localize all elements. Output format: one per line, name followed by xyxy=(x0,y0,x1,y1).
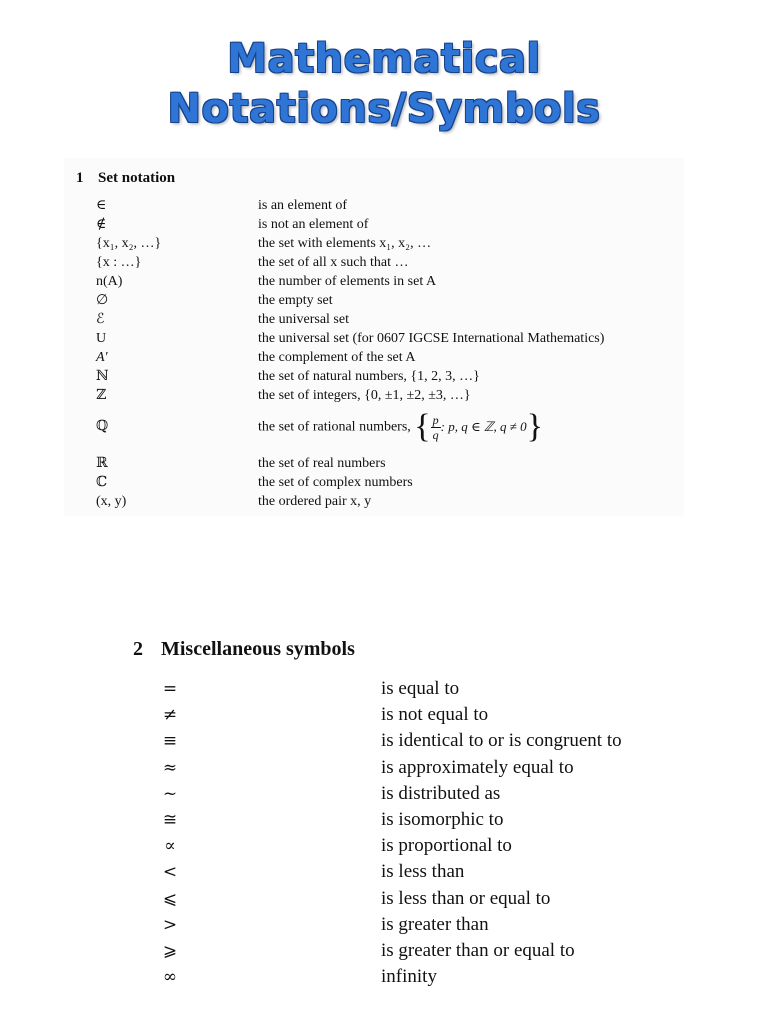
meaning-cell: the universal set (for 0607 IGCSE International Mathematics) xyxy=(258,331,605,346)
table-row xyxy=(64,215,684,234)
meaning-cell: the set of real numbers xyxy=(258,456,386,471)
table-row xyxy=(64,310,684,329)
symbol-cell: n(A) xyxy=(96,274,123,289)
symbol-cell: U xyxy=(96,331,107,346)
symbol-cell: > xyxy=(162,915,178,935)
table-row xyxy=(64,492,684,511)
table-row xyxy=(118,912,686,938)
table-row xyxy=(118,886,686,912)
section-title: Set notation xyxy=(98,170,176,186)
symbol-cell: < xyxy=(162,862,178,882)
meaning-cell: is proportional to xyxy=(381,835,512,856)
symbol-cell: ℝ xyxy=(96,456,108,471)
symbol-cell: ≠ xyxy=(162,705,178,725)
meaning-cell: is equal to xyxy=(381,678,460,699)
symbol-cell: {x₁, x₂, …} xyxy=(96,236,162,251)
symbol-cell: ∞ xyxy=(162,967,178,987)
meaning-cell: the set of integers, {0, ±1, ±2, ±3, …} xyxy=(258,388,471,403)
symbol-cell: ⩽ xyxy=(162,889,178,909)
symbol-cell: ℚ xyxy=(96,419,109,434)
set-notation-section xyxy=(64,158,684,516)
symbol-cell: ≡ xyxy=(162,731,178,751)
table-row xyxy=(118,781,686,807)
meaning-cell: the set of natural numbers, {1, 2, 3, …} xyxy=(258,369,480,384)
table-row xyxy=(118,964,686,990)
symbol-cell: A′ xyxy=(96,350,108,365)
table-row xyxy=(118,938,686,964)
meaning-cell: the universal set xyxy=(258,312,349,327)
meaning-cell: the set of complex numbers xyxy=(258,475,413,490)
table-row xyxy=(64,348,684,367)
meaning-text: the set of rational numbers, xyxy=(258,419,411,435)
symbol-cell: ℕ xyxy=(96,369,109,384)
symbol-cell: {x : …} xyxy=(96,255,142,270)
meaning-cell xyxy=(258,409,543,445)
table-row xyxy=(118,859,686,885)
meaning-cell: is distributed as xyxy=(381,783,501,804)
meaning-cell: is isomorphic to xyxy=(381,809,504,830)
meaning-cell: the ordered pair x, y xyxy=(258,494,372,509)
meaning-cell: is less than or equal to xyxy=(381,888,551,909)
set-condition: : p, q ∈ ℤ, q ≠ 0 xyxy=(440,419,527,434)
table-row xyxy=(64,291,684,310)
table-row xyxy=(118,676,686,702)
meaning-cell: is less than xyxy=(381,861,465,882)
table-row xyxy=(64,196,684,215)
section-title: Miscellaneous symbols xyxy=(161,638,355,660)
symbol-cell: ℤ xyxy=(96,388,107,403)
table-row xyxy=(64,329,684,348)
section-heading xyxy=(76,170,175,187)
meaning-cell: infinity xyxy=(381,966,437,987)
symbol-cell: ∉ xyxy=(96,217,107,232)
symbol-cell: ∝ xyxy=(164,836,176,856)
meaning-cell: is greater than or equal to xyxy=(381,940,575,961)
table-row xyxy=(64,409,684,445)
table-row xyxy=(118,807,686,833)
meaning-cell: is approximately equal to xyxy=(381,757,574,778)
miscellaneous-symbols-section xyxy=(118,628,686,998)
meaning-cell: the set with elements x₁, x₂, … xyxy=(258,236,432,251)
symbol-cell: ⩾ xyxy=(162,941,178,961)
symbol-cell: (x, y) xyxy=(96,494,127,509)
table-row xyxy=(64,473,684,492)
right-brace-icon: } xyxy=(526,408,543,445)
meaning-cell: is greater than xyxy=(381,914,489,935)
table-row xyxy=(64,386,684,405)
table-row xyxy=(64,253,684,272)
table-row xyxy=(64,234,684,253)
symbol-cell: ≅ xyxy=(162,810,178,830)
section-number: 1 xyxy=(76,170,84,186)
symbol-cell: ∈ xyxy=(96,198,107,213)
table-row xyxy=(118,702,686,728)
title-line-2: Notations/Symbols xyxy=(167,86,601,132)
meaning-cell: is an element of xyxy=(258,198,348,213)
fraction xyxy=(431,413,441,442)
meaning-cell: is not equal to xyxy=(381,704,489,725)
table-row xyxy=(118,755,686,781)
table-row xyxy=(118,728,686,754)
symbol-cell: ℂ xyxy=(96,475,108,490)
symbol-cell: ~ xyxy=(162,784,178,804)
title-line-1: Mathematical xyxy=(227,36,541,82)
fraction-denominator: q xyxy=(432,427,439,442)
symbol-cell: ∅ xyxy=(96,293,109,308)
symbol-cell: = xyxy=(162,679,178,699)
symbol-cell: ≈ xyxy=(162,758,178,778)
table-row xyxy=(64,367,684,386)
left-brace-icon: { xyxy=(414,408,431,445)
section-heading xyxy=(133,638,355,661)
meaning-cell: is identical to or is congruent to xyxy=(381,730,622,751)
meaning-cell: is not an element of xyxy=(258,217,369,232)
meaning-cell: the set of all x such that … xyxy=(258,255,409,270)
meaning-cell: the number of elements in set A xyxy=(258,274,437,289)
fraction-numerator: p xyxy=(432,412,439,427)
meaning-cell: the complement of the set A xyxy=(258,350,416,365)
meaning-cell: the empty set xyxy=(258,293,333,308)
page-title xyxy=(0,34,768,134)
section-number: 2 xyxy=(133,638,143,660)
table-row xyxy=(118,833,686,859)
table-row xyxy=(64,454,684,473)
symbol-cell: ℰ xyxy=(96,312,105,327)
table-row xyxy=(64,272,684,291)
rational-set-builder xyxy=(414,409,543,445)
